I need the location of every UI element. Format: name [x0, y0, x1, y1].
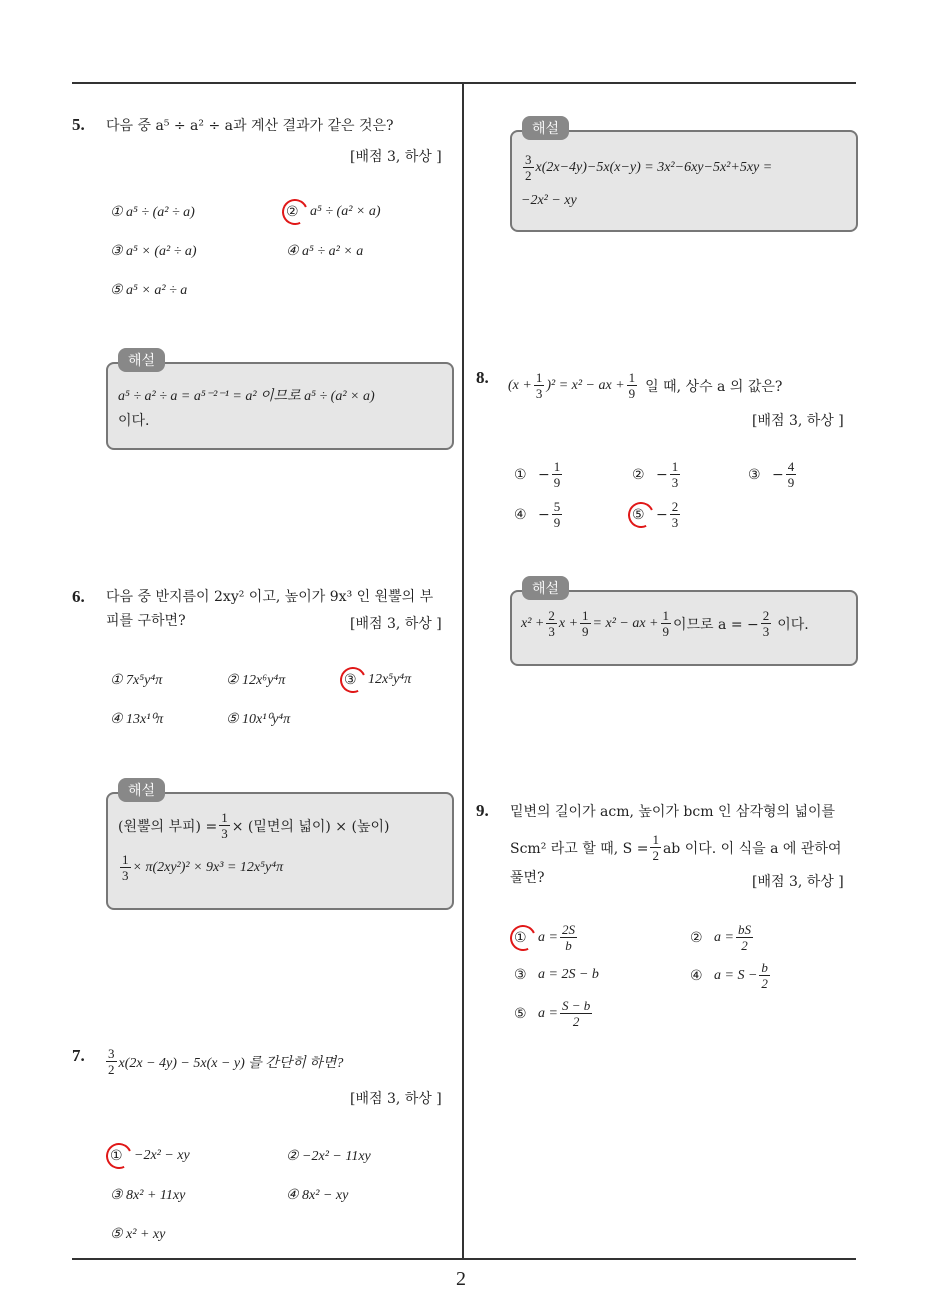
- choice-text: 12x⁵y⁴π: [368, 672, 412, 687]
- answer-mark: [278, 195, 311, 228]
- q9-choice-1[interactable]: ① a = $\frac{2S}{b}$: [514, 922, 579, 953]
- bottom-rule: [72, 1258, 856, 1260]
- q9-score: [배점 3, 하상 ]: [752, 874, 844, 890]
- q5-solution-tag: 해설: [118, 348, 165, 372]
- fraction: $\frac{2}{3}$: [762, 608, 770, 639]
- fraction: $\frac{b}{2}$: [761, 960, 768, 991]
- choice-text: ③ 8x² + 11xy: [110, 1188, 186, 1203]
- q5-choice-2[interactable]: [286, 204, 381, 220]
- q7-solution-tag: 해설: [522, 116, 569, 140]
- q5-number: 5.: [72, 115, 85, 134]
- q5-choice-4[interactable]: [286, 243, 363, 260]
- q9-choice-3[interactable]: ③ a = 2S − b: [514, 967, 599, 983]
- q6-choice-4[interactable]: [110, 711, 163, 728]
- choice-text: ④ 8x² − xy: [286, 1188, 349, 1203]
- q7-solution-line1: $\frac{3}{2}$ x(2x−4y)−5x(x−y) = 3x²−6xy−5x²+5xy =: [525, 152, 773, 183]
- q8-choice-3[interactable]: ③ − $\frac{4}{9}$: [748, 459, 795, 490]
- fraction: $\frac{bS}{2}$: [737, 922, 751, 953]
- fraction: $\frac{1}{2}$: [652, 832, 659, 863]
- fraction: $\frac{1}{3}$: [535, 370, 543, 401]
- q8-solution-tag: 해설: [522, 576, 569, 600]
- q7-choice-1[interactable]: [110, 1148, 190, 1164]
- choice-text: ③ a⁵ × (a² ÷ a): [110, 244, 197, 259]
- q9-number: 9.: [476, 801, 489, 820]
- fraction: $\frac{1}{9}$: [582, 608, 589, 639]
- q5-score: [배점 3, 하상 ]: [350, 149, 442, 165]
- q5-choice-3[interactable]: [110, 243, 197, 260]
- q6-choice-1[interactable]: [110, 672, 162, 689]
- fraction: $\frac{S - b}{2}$: [561, 998, 591, 1029]
- q8-choice-5[interactable]: ⑤ − $\frac{2}{3}$: [632, 499, 682, 530]
- q7-choice-3[interactable]: [110, 1187, 185, 1204]
- q5-solution-line1: a⁵ ÷ a² ÷ a = a⁵⁻²⁻¹ = a² 이므로 a⁵ ÷ (a² × a): [118, 389, 375, 404]
- choice-text: −2x² − xy: [134, 1148, 190, 1163]
- fraction: $\frac{1}{9}$: [553, 459, 561, 490]
- q6-solution-line1: (원뿔의 부피) = $\frac{1}{3}$ × (밑면의 넓이) × (높이): [118, 810, 390, 841]
- q6-choice-5[interactable]: [226, 711, 290, 728]
- page-number: 2: [456, 1268, 466, 1290]
- answer-number: ①: [514, 930, 532, 946]
- choice-text: ④ 13x¹⁰π: [110, 712, 164, 727]
- q7-choice-2[interactable]: [286, 1148, 371, 1165]
- q5-solution-box: [106, 362, 454, 450]
- answer-number: ②: [286, 204, 304, 220]
- q6-text-2: 피를 구하면?: [106, 613, 186, 629]
- q7-score: [배점 3, 하상 ]: [350, 1091, 442, 1107]
- answer-number: ③: [344, 672, 362, 688]
- choice-text: ⑤ x² + xy: [110, 1227, 166, 1242]
- answer-mark: [102, 1139, 135, 1172]
- q9-choice-4[interactable]: ④ a = S − $\frac{b}{2}$: [690, 960, 768, 991]
- fraction: $\frac{3}{2}$: [108, 1046, 115, 1077]
- q9-text-1: 밑변의 길이가 acm, 높이가 bcm 인 삼각형의 넓이를: [510, 804, 836, 820]
- choice-text: ⑤ a⁵ × a² ÷ a: [110, 283, 188, 298]
- choice-text: ② −2x² − 11xy: [286, 1149, 371, 1164]
- q5-choice-1[interactable]: [110, 204, 195, 221]
- q6-choice-3[interactable]: [344, 672, 411, 688]
- fraction: $\frac{2}{3}$: [548, 608, 555, 639]
- q5-choice-5[interactable]: [110, 282, 187, 299]
- answer-number: ⑤: [632, 507, 650, 523]
- q9-text-3: 풀면?: [510, 870, 545, 886]
- q9-text-2: Scm² 라고 할 때, S = $\frac{1}{2}$ ab 이다. 이 식을 a 에 관하여: [510, 832, 842, 863]
- choice-text: ② 12x⁶y⁴π: [226, 673, 286, 688]
- choice-text: ① 7x⁵y⁴π: [110, 673, 163, 688]
- q6-solution-tag: 해설: [118, 778, 165, 802]
- fraction: $\frac{2S}{b}$: [561, 922, 575, 953]
- q7-text: $\frac{3}{2}$ x(2x − 4y) − 5x(x − y) 를 간단히 하면?: [108, 1046, 344, 1077]
- fraction: $\frac{1}{3}$: [122, 852, 129, 883]
- choice-text: a⁵ ÷ (a² × a): [310, 204, 381, 219]
- q6-number: 6.: [72, 587, 85, 606]
- q8-choice-2[interactable]: ② − $\frac{1}{3}$: [632, 459, 679, 490]
- q9-choice-2[interactable]: ② a = $\frac{bS}{2}$: [690, 922, 751, 953]
- q8-score: [배점 3, 하상 ]: [752, 413, 844, 429]
- q8-choice-1[interactable]: ① − $\frac{1}{9}$: [514, 459, 561, 490]
- q8-number: 8.: [476, 368, 489, 387]
- q6-choice-2[interactable]: [226, 672, 285, 689]
- top-rule: [72, 82, 856, 84]
- answer-mark: [506, 921, 539, 954]
- q6-score: [배점 3, 하상 ]: [350, 616, 442, 632]
- q5-text: 다음 중 a⁵ ÷ a² ÷ a과 계산 결과가 같은 것은?: [106, 118, 394, 134]
- q8-choice-4[interactable]: ④ − $\frac{5}{9}$: [514, 499, 561, 530]
- choice-text: ① a⁵ ÷ (a² ÷ a): [110, 205, 195, 220]
- column-divider: [462, 83, 464, 1258]
- q7-choice-4[interactable]: [286, 1187, 348, 1204]
- fraction: $\frac{1}{3}$: [671, 459, 679, 490]
- fraction: $\frac{4}{9}$: [787, 459, 795, 490]
- fraction: $\frac{1}{9}$: [628, 370, 636, 401]
- answer-number: ①: [110, 1148, 128, 1164]
- q8-solution-line: x² + $\frac{2}{3}$ x + $\frac{1}{9}$ = x² − ax + $\frac{1}{9}$ 이므로 a = − $\frac{2}{3}$ 이다.: [521, 608, 809, 639]
- fraction: $\frac{5}{9}$: [553, 499, 561, 530]
- q5-solution-line2: 이다.: [118, 413, 150, 429]
- answer-mark: [336, 663, 369, 696]
- q8-text: (x + $\frac{1}{3}$ )² = x² − ax + $\frac{1}{9}$ 일 때, 상수 a 의 값은?: [508, 370, 783, 401]
- choice-text: ④ a⁵ ÷ a² × a: [286, 244, 364, 259]
- fraction: $\frac{3}{2}$: [525, 152, 532, 183]
- q7-number: 7.: [72, 1046, 85, 1065]
- q7-solution-line2: −2x² − xy: [521, 193, 577, 208]
- fraction: $\frac{1}{3}$: [221, 810, 228, 841]
- q6-text-1: 다음 중 반지름이 2xy² 이고, 높이가 9x³ 인 원뿔의 부: [106, 589, 434, 605]
- answer-mark: [624, 498, 657, 531]
- fraction: $\frac{2}{3}$: [671, 499, 679, 530]
- q9-choice-5[interactable]: ⑤ a = $\frac{S - b}{2}$: [514, 998, 591, 1029]
- choice-text: ⑤ 10x¹⁰y⁴π: [226, 712, 291, 727]
- q6-solution-line2: $\frac{1}{3}$ × π(2xy²)² × 9x³ = 12x⁵y⁴π: [122, 852, 284, 883]
- q7-choice-5[interactable]: [110, 1226, 165, 1243]
- fraction: $\frac{1}{9}$: [662, 608, 669, 639]
